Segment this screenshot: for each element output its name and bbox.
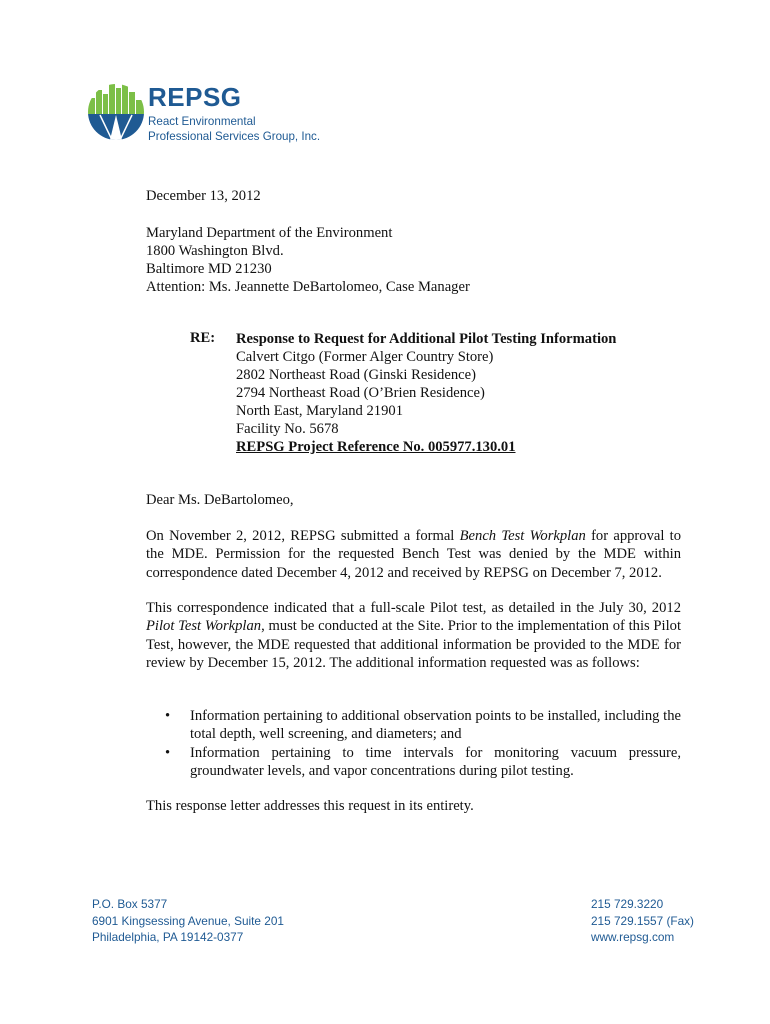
recipient-line-1: Maryland Department of the Environment — [146, 225, 393, 241]
logo-subtitle — [148, 114, 320, 144]
paragraph-2-text-end: , must be conducted at the Site. Prior to the implementation of this Pilot Test, however, the MDE requested that additional information be provided to the MDE for review by December 15, 2012. The additional information requested was as follows: — [146, 618, 682, 671]
letter-date: December 13, 2012 — [146, 188, 261, 204]
paragraph-1-italic: Bench Test Workplan — [459, 528, 586, 544]
list-item — [165, 744, 681, 781]
footer-address — [92, 896, 284, 946]
company-logo — [86, 80, 386, 150]
recipient-address — [146, 224, 470, 296]
footer-contact — [591, 896, 694, 946]
logo-wordmark: REPSG — [148, 82, 242, 112]
recipient-line-2: 1800 Washington Blvd. — [146, 243, 284, 259]
closing-sentence: This response letter addresses this request in its entirety. — [146, 798, 474, 814]
body-paragraph-1 — [146, 527, 681, 582]
logo-subtitle-line-1: React Environmental — [148, 115, 256, 128]
footer-po-box: P.O. Box 5377 — [92, 897, 168, 911]
bullet-text: Information pertaining to time intervals for monitoring vacuum pressure, groundwater levels, and vapor concentrations during pilot testing. — [190, 744, 681, 779]
re-subject: Response to Request for Additional Pilot Testing Information — [236, 331, 617, 347]
re-project-reference: REPSG Project Reference No. 005977.130.01 — [236, 439, 516, 455]
re-facility-number: Facility No. 5678 — [236, 421, 339, 437]
footer-phone: 215 729.3220 — [591, 897, 664, 911]
re-city-state: North East, Maryland 21901 — [236, 403, 403, 419]
recipient-line-4: Attention: Ms. Jeannette DeBartolomeo, Case Manager — [146, 279, 470, 295]
footer-city: Philadelphia, PA 19142-0377 — [92, 930, 244, 944]
footer-fax: 215 729.1557 (Fax) — [591, 913, 694, 928]
salutation: Dear Ms. DeBartolomeo, — [146, 492, 294, 508]
footer-website: www.repsg.com — [591, 930, 675, 944]
request-bullet-list — [165, 707, 681, 780]
logo-emblem-icon — [86, 80, 146, 144]
logo-subtitle-line-2: Professional Services Group, Inc. — [148, 130, 321, 143]
bullet-text: Information pertaining to additional observation points to be installed, including the total depth, well screening, and diameters; and — [190, 708, 681, 743]
bullet-icon: • — [165, 744, 171, 761]
re-label: RE: — [190, 330, 216, 346]
re-address-2: 2794 Northeast Road (O’Brien Residence) — [236, 385, 485, 401]
bullet-icon: • — [165, 708, 171, 724]
re-block — [236, 330, 616, 456]
list-item — [165, 707, 681, 744]
recipient-line-3: Baltimore MD 21230 — [146, 261, 272, 277]
paragraph-1-text-end: for approval to the MDE. Permission for the requested Bench Test was denied by the MDE within correspondence dated December 4, 2012 and received by REPSG on December 7, 2012. — [146, 528, 682, 581]
re-site-name: Calvert Citgo (Former Alger Country Store) — [236, 349, 494, 365]
paragraph-1-text-start: On November 2, 2012, REPSG submitted a formal — [146, 528, 460, 544]
paragraph-2-italic: Pilot Test Workplan — [146, 618, 262, 635]
body-paragraph-2 — [146, 599, 681, 672]
footer-street: 6901 Kingsessing Avenue, Suite 201 — [92, 913, 284, 928]
re-address-1: 2802 Northeast Road (Ginski Residence) — [236, 367, 476, 383]
paragraph-2-text-start: This correspondence indicated that a full-scale Pilot test, as detailed in the July 30, 2012 — [146, 600, 681, 616]
